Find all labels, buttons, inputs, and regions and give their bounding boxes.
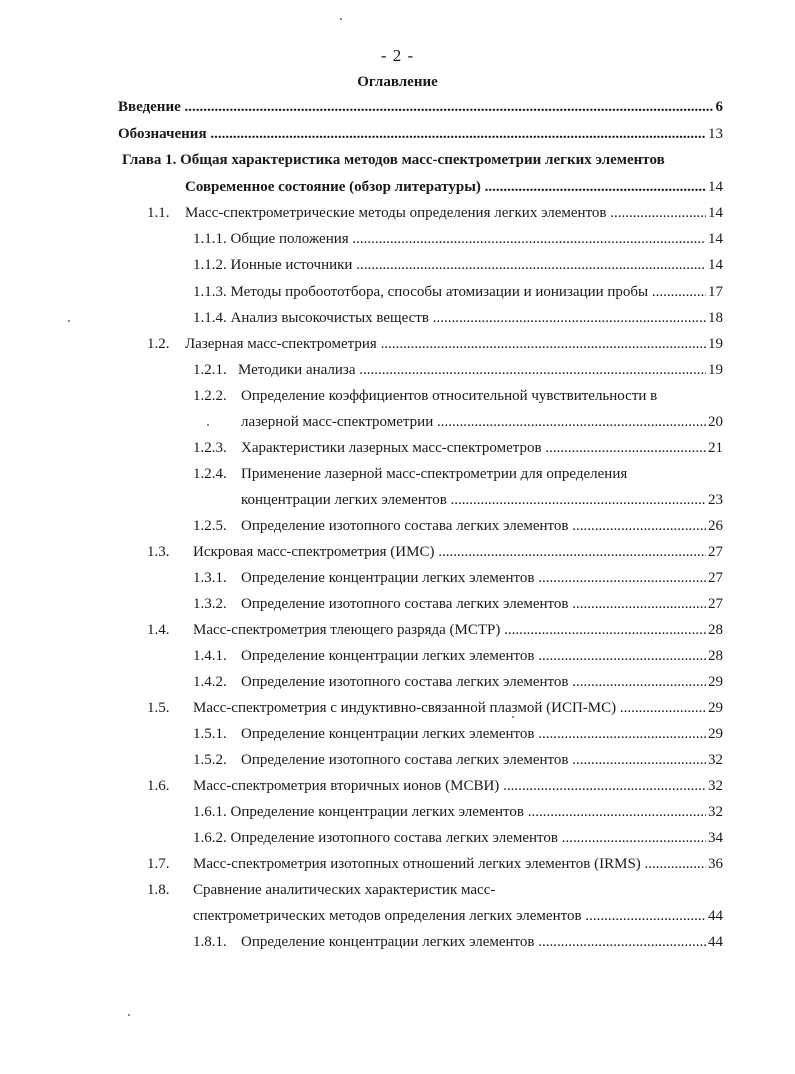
- toc-entry-number: 1.3.2.: [193, 596, 227, 612]
- toc-entry-number: 1.5.1.: [193, 726, 227, 742]
- toc-entry-page: 32: [708, 778, 723, 794]
- toc-entry: [147, 542, 723, 562]
- toc-entry: [193, 516, 723, 536]
- toc-entry: [193, 464, 723, 484]
- toc-entry-page: 44: [708, 934, 723, 950]
- toc-entry-chapter-subtitle: [185, 177, 723, 197]
- toc-entry-text: Масс-спектрометрия с индуктивно-связанной плазмой (ИСП-МС) .....: [193, 698, 723, 718]
- toc-entry-number: 1.4.: [147, 622, 170, 638]
- toc-entry-page: 13: [708, 126, 723, 142]
- toc-entry-number: 1.8.: [147, 882, 170, 898]
- toc-title: Оглавление: [357, 74, 438, 90]
- toc-entry-number: 1.6.: [147, 778, 170, 794]
- toc-entry-text: Сравнение аналитических характеристик масс-: [193, 882, 496, 898]
- toc-entry-page: 44: [708, 908, 723, 924]
- toc-entry-text: Масс-спектрометрия изотопных отношений легких элементов (IRMS) .....: [193, 854, 723, 874]
- toc-entry-text: 1.1.3. Методы пробоототбора, способы атомизации и ионизации пробы .....: [193, 282, 723, 302]
- toc-entry-text: 1.1.2. Ионные источники .....: [193, 255, 723, 275]
- toc-entry-number: 1.3.: [147, 544, 170, 560]
- toc-entry: [193, 308, 723, 328]
- toc-entry-text: Масс-спектрометрические методы определения легких элементов .....: [185, 203, 723, 223]
- toc-entry: [193, 386, 723, 406]
- scan-speck: [68, 320, 70, 322]
- toc-entry: [147, 203, 723, 223]
- toc-entry-text: Определение изотопного состава легких элементов .....: [241, 672, 723, 692]
- toc-entry-page: 36: [708, 856, 723, 872]
- toc-entry: [147, 334, 723, 354]
- toc-entry-number: 1.2.1.: [193, 362, 227, 378]
- toc-entry-page: 14: [708, 179, 723, 195]
- toc-entry-text: 1.1.4. Анализ высокочистых веществ .....: [193, 308, 723, 328]
- toc-entry-text: 1.1.1. Общие положения .....: [193, 229, 723, 249]
- toc-entry-page: 18: [708, 310, 723, 326]
- toc-entry-text: Определение концентрации легких элементов .....: [241, 568, 723, 588]
- toc-entry-text: концентрации легких элементов .....: [241, 490, 723, 510]
- toc-entry-page: 14: [708, 231, 723, 247]
- toc-entry-text: Определение изотопного состава легких элементов .....: [241, 750, 723, 770]
- toc-entry-page: 28: [708, 648, 723, 664]
- toc-entry: [193, 802, 723, 822]
- toc-entry: [193, 594, 723, 614]
- toc-entry-text: Применение лазерной масс-спектрометрии для определения: [241, 466, 628, 482]
- toc-entry-number: 1.2.4.: [193, 466, 227, 482]
- toc-entry: [193, 360, 723, 380]
- toc-entry-page: 14: [708, 205, 723, 221]
- scan-speck: [207, 424, 209, 426]
- toc-entry-page: 34: [708, 830, 723, 846]
- toc-entry-text: лазерной масс-спектрометрии .....: [241, 412, 723, 432]
- toc-entry-page: 29: [708, 674, 723, 690]
- toc-entry-page: 32: [708, 804, 723, 820]
- toc-entry: [241, 490, 723, 510]
- toc-entry-text: Обозначения .....: [118, 124, 723, 144]
- toc-entry-page: 14: [708, 257, 723, 273]
- toc-entry-page: 28: [708, 622, 723, 638]
- toc-entry: [193, 282, 723, 302]
- toc-entry-number: 1.2.5.: [193, 518, 227, 534]
- toc-entry-text: Определение изотопного состава легких элементов .....: [241, 594, 723, 614]
- toc-entry-text: Современное состояние (обзор литературы) .....: [185, 177, 723, 197]
- toc-entry-page: 27: [708, 570, 723, 586]
- toc-entry: [193, 229, 723, 249]
- toc-entry-page: 26: [708, 518, 723, 534]
- toc-entry: [193, 568, 723, 588]
- toc-entry-page: 19: [708, 336, 723, 352]
- toc-entry-text: Определение концентрации легких элементов .....: [241, 646, 723, 666]
- toc-entry-page: 32: [708, 752, 723, 768]
- toc-entry-text: Глава 1. Общая характеристика методов масс-спектрометрии легких элементов: [122, 152, 665, 168]
- toc-entry-text: Определение коэффициентов относительной чувствительности в: [241, 388, 658, 404]
- toc-entry: [193, 724, 723, 744]
- toc-entry-number: 1.4.2.: [193, 674, 227, 690]
- toc-entry: [147, 854, 723, 874]
- toc-entry: [241, 412, 723, 432]
- toc-entry-text: Искровая масс-спектрометрия (ИМС) .....: [193, 542, 723, 562]
- toc-entry-number: 1.4.1.: [193, 648, 227, 664]
- toc-entry-page: 6: [715, 99, 723, 115]
- toc-entry-text: Введение .....: [118, 97, 723, 117]
- toc-entry-page: 21: [708, 440, 723, 456]
- toc-entry: [193, 906, 723, 926]
- toc-entry-text: Определение концентрации легких элементов .....: [241, 724, 723, 744]
- toc-entry: [193, 828, 723, 848]
- toc-entry-number: 1.7.: [147, 856, 170, 872]
- toc-entry: [193, 438, 723, 458]
- toc-entry-number: 1.8.1.: [193, 934, 227, 950]
- toc-entry: [193, 646, 723, 666]
- toc-entry-number: 1.2.3.: [193, 440, 227, 456]
- toc-entry: [193, 750, 723, 770]
- toc-entry-page: 27: [708, 596, 723, 612]
- toc-entry-page: 29: [708, 700, 723, 716]
- toc-entry-text: 1.6.1. Определение концентрации легких элементов .....: [193, 802, 723, 822]
- scan-speck: [512, 716, 514, 718]
- toc-entry-text: Масс-спектрометрия тлеющего разряда (МСТР) .....: [193, 620, 723, 640]
- toc-entry-number: 1.5.: [147, 700, 170, 716]
- toc-entry-page: 17: [708, 284, 723, 300]
- toc-entry-text: спектрометрических методов определения легких элементов .....: [193, 906, 723, 926]
- toc-entry-page: 20: [708, 414, 723, 430]
- toc-chapter-heading: [122, 150, 723, 170]
- toc-entry-text: Определение изотопного состава легких элементов .....: [241, 516, 723, 536]
- toc-entry-notations: [118, 124, 723, 144]
- toc-entry: [193, 255, 723, 275]
- toc-entry-number: 1.2.: [147, 336, 170, 352]
- toc-entry-text: Масс-спектрометрия вторичных ионов (МСВИ) .....: [193, 776, 723, 796]
- toc-entry: [147, 776, 723, 796]
- toc-entry-number: 1.2.2.: [193, 388, 227, 404]
- toc-entry-number: 1.1.: [147, 205, 170, 221]
- toc-entry-page: 29: [708, 726, 723, 742]
- toc-entry-text: Методики анализа .....: [238, 360, 723, 380]
- toc-entry-page: 23: [708, 492, 723, 508]
- toc-entry: [193, 932, 723, 952]
- toc-entry-page: 27: [708, 544, 723, 560]
- toc-entry-introduction: [118, 97, 723, 117]
- toc-entry-number: 1.3.1.: [193, 570, 227, 586]
- toc-entry-page: 19: [708, 362, 723, 378]
- page-number: - 2 -: [380, 46, 415, 65]
- toc-entry-text: Характеристики лазерных масс-спектрометров .....: [241, 438, 723, 458]
- toc-entry: [193, 672, 723, 692]
- toc-entry: [147, 698, 723, 718]
- scan-speck: [340, 18, 342, 20]
- toc-entry-text: 1.6.2. Определение изотопного состава легких элементов .....: [193, 828, 723, 848]
- toc-entry: [147, 880, 723, 900]
- toc-entry-number: 1.5.2.: [193, 752, 227, 768]
- toc-entry-text: Лазерная масс-спектрометрия .....: [185, 334, 723, 354]
- toc-entry: [147, 620, 723, 640]
- scan-speck: [128, 1014, 130, 1016]
- toc-entry-text: Определение концентрации легких элементов .....: [241, 932, 723, 952]
